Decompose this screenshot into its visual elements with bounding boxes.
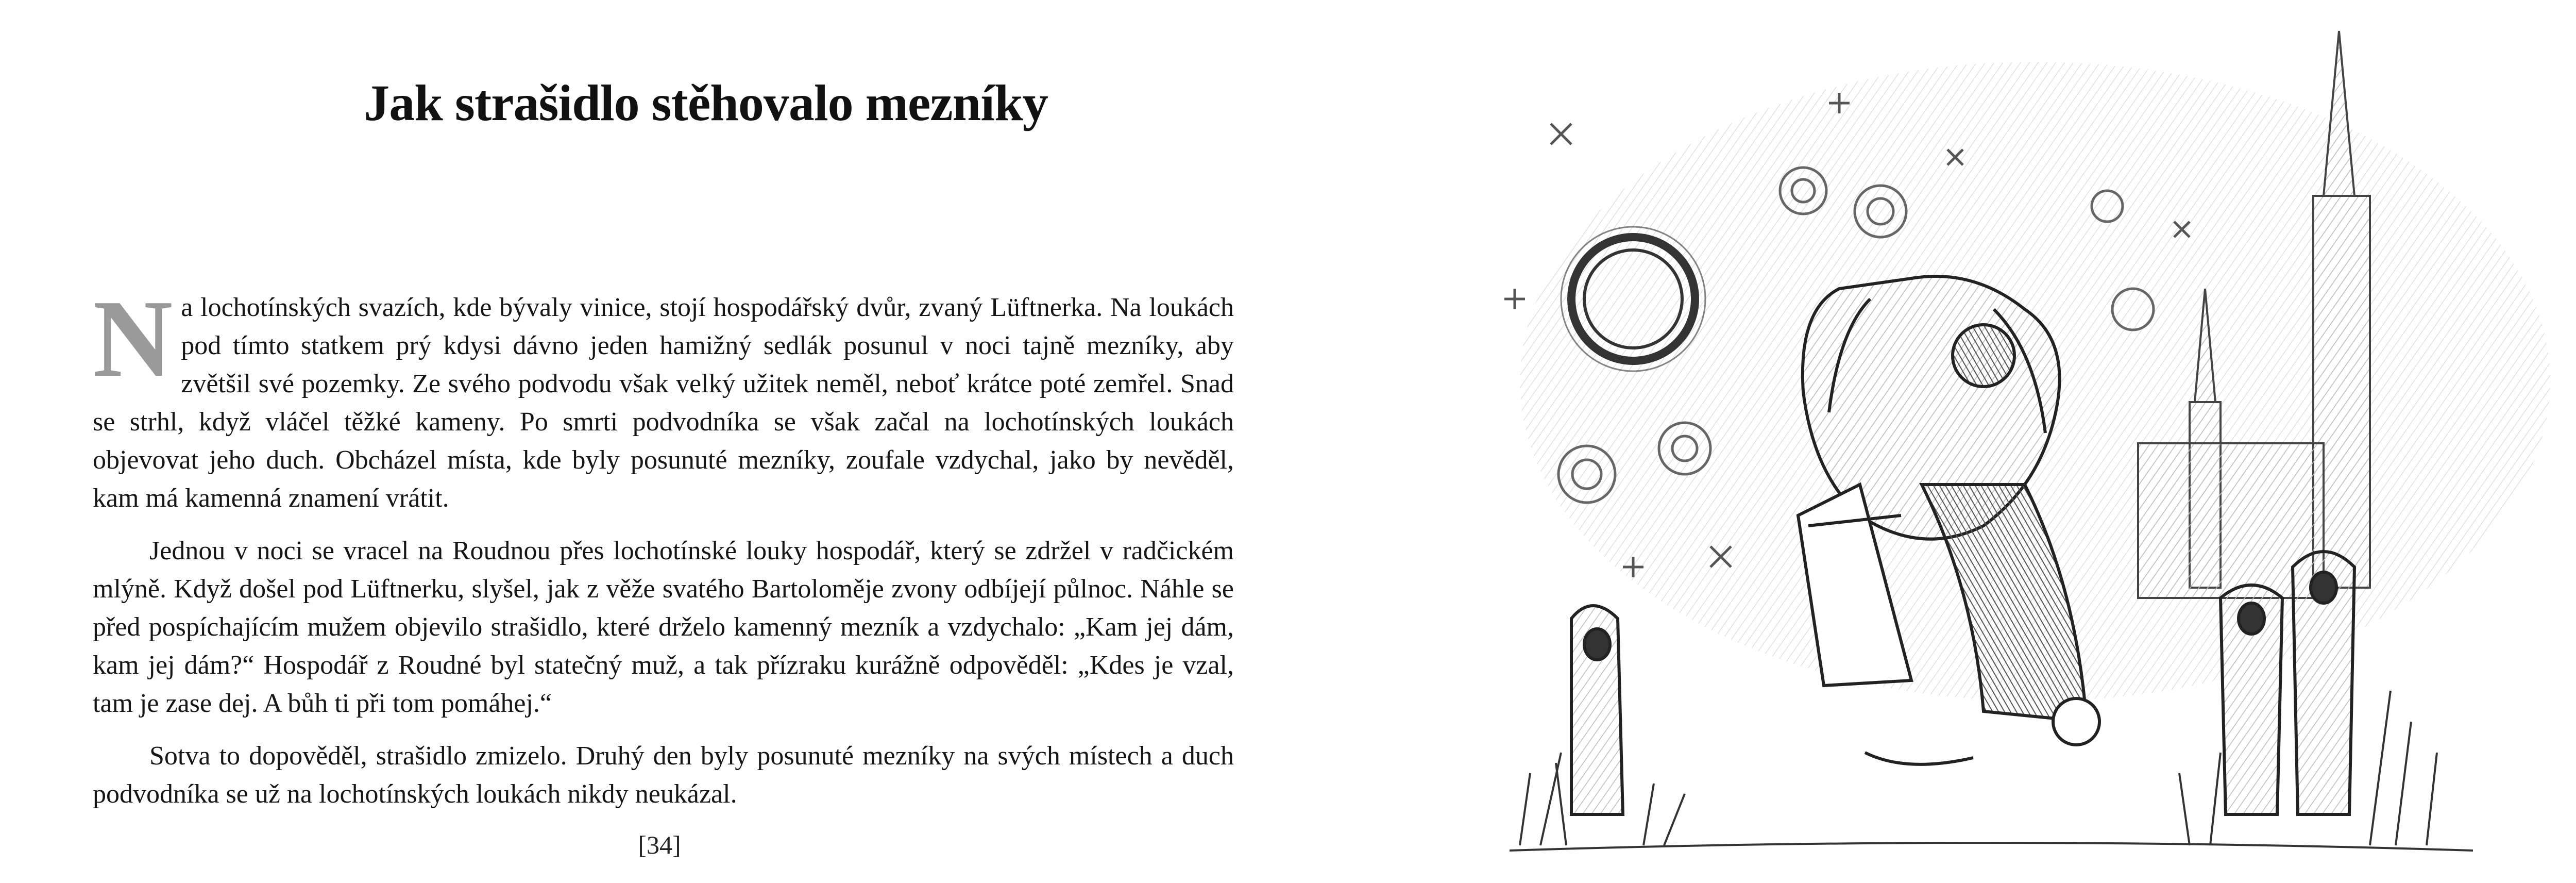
pencil-sketch-image <box>1468 21 2550 866</box>
paragraph-3: Sotva to dopověděl, strašidlo zmizelo. Druhý den byly posunuté mezníky na svých místech a duch podvodníka se už na lochotínských loukách nikdy neukázal. <box>93 741 1234 809</box>
page-title: Jak strašidlo stěhovalo mezníky <box>364 74 1048 131</box>
page-number: [34] <box>638 830 681 859</box>
ghost-illustration <box>1468 21 2550 866</box>
paragraph-1 <box>93 277 1234 518</box>
drop-cap: N <box>93 277 173 400</box>
paragraph-2: Jednou v noci se vracel na Roudnou přes lochotínské louky hospodář, který se zdržel v radčickém mlýně. Když došel pod Lüftnerku, slyšel, jak z věže svatého Bartoloměje zvony odbíjejí půlnoc. Náhle se před pospíchajícím mužem objevilo strašidlo, které drželo kamenný mezník a vzdychalo: „Kam jej dám, kam jej dám?“ Hospodář z Roudné byl statečný muž, a tak přízraku kurážně odpověděl: „Kdes je vzal, tam je zase dej. A bůh ti při tom pomáhej.“ <box>93 536 1234 718</box>
story-text <box>93 277 1234 828</box>
paragraph-1-text: a lochotínských svazích, kde bývaly vinice, stojí hospodářský dvůr, zvaný Lüftnerka. Na loukách pod tímto statkem prý kdysi dávno jeden hamižný sedlák posunul v noci tajně mezníky, aby zvětšil své pozemky. Ze svého podvodu však velký užitek neměl, neboť krátce poté zemřel. Snad se strhl, když vláčel těžké kameny. Po smrti podvodníka se však začal na lochotínských loukách objevovat jeho duch. Obcházel místa, kde byly posunuté mezníky, zoufale vzdychal, jako by nevěděl, kam má kamenná znamení vrátit. <box>93 293 1234 513</box>
